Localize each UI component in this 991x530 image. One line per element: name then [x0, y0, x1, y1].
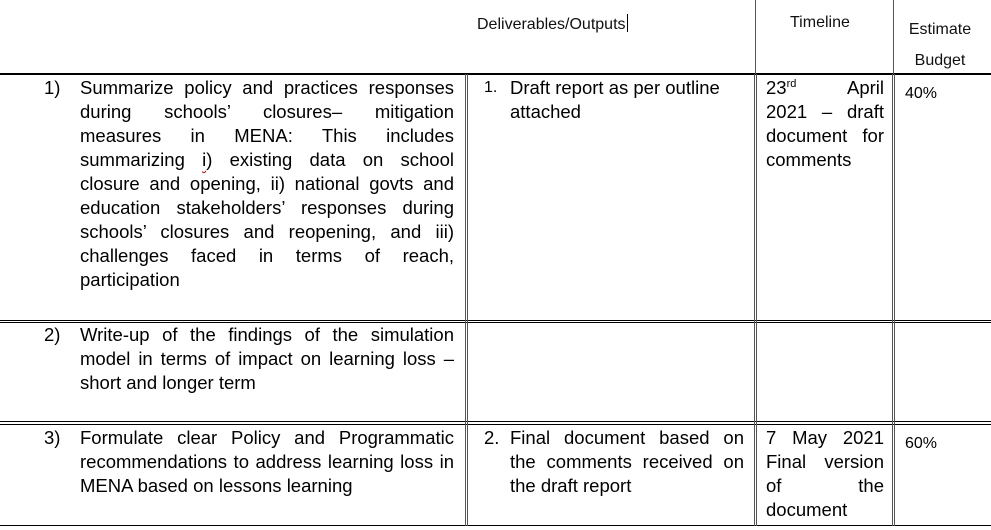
row-1-timeline-day: 23	[766, 77, 787, 98]
header-col-divider-2	[893, 0, 894, 74]
row-1-timeline-first-line	[766, 76, 884, 100]
row-3-deliverable: Final document based on the comments received on the draft report	[510, 427, 744, 496]
row-2-number: 2)	[44, 324, 61, 345]
row-1-number: 1)	[44, 77, 61, 98]
text-cursor	[627, 14, 628, 32]
col-divider-b2	[756, 74, 757, 526]
row-1-budget: 40%	[905, 85, 938, 102]
row-1-task	[80, 76, 454, 292]
col-divider-a	[465, 74, 466, 526]
header-deliverables-label: Deliverables/Outputs	[477, 16, 626, 33]
row-3-task: Formulate clear Policy and Programmatic recommendations to address learning loss in MENA based on lessons learning	[80, 427, 454, 496]
col-divider-c	[892, 74, 893, 526]
col-divider-b	[754, 74, 755, 526]
row-1-timeline	[766, 76, 884, 172]
row-3-number: 3)	[44, 427, 61, 448]
header-timeline: Timeline	[790, 14, 850, 31]
row-1-timeline-rest: 2021 – draft document for comments	[766, 101, 884, 170]
row-1-timeline-date	[766, 76, 796, 100]
header-budget-line1: Estimate	[908, 21, 972, 38]
row-1-task-text: Summarize policy and practices responses during schools’ closures– mitigation measures in MENA: This includes summarizing	[80, 77, 454, 170]
row-1-task-rest: ) existing data on school closure and opening, ii) national govts and education stakeholders’ responses during schools’ closures and reopening, and iii) challenges faced in terms of reach, participation	[80, 149, 454, 290]
row-divider-1	[0, 320, 991, 321]
table-bottom-border	[0, 525, 991, 526]
header-budget	[900, 14, 980, 76]
row-2-task: Write-up of the findings of the simulation model in terms of impact on learning loss – short and longer term	[80, 324, 454, 393]
row-divider-2	[0, 421, 991, 422]
col-divider-a2	[467, 74, 468, 526]
table-top-border	[0, 73, 991, 75]
row-1-task-spellcheck: i	[202, 149, 207, 170]
header-budget-line2: Budget	[914, 52, 966, 69]
row-1-deliverable: Draft report as per outline attached	[510, 77, 720, 122]
row-divider-2b	[0, 424, 991, 425]
row-3-budget: 60%	[905, 435, 938, 452]
header-col-divider-1	[755, 0, 756, 74]
row-1-deliverable-number: 1.	[484, 79, 498, 96]
header-deliverables	[477, 14, 628, 34]
row-3-deliverable-number: 2.	[484, 427, 500, 448]
row-3-timeline: 7 May 2021 Final version of the document	[766, 427, 884, 520]
row-1-timeline-month: April	[846, 77, 884, 98]
row-1-timeline-sup: rd	[786, 78, 797, 90]
col-divider-c2	[894, 74, 895, 526]
